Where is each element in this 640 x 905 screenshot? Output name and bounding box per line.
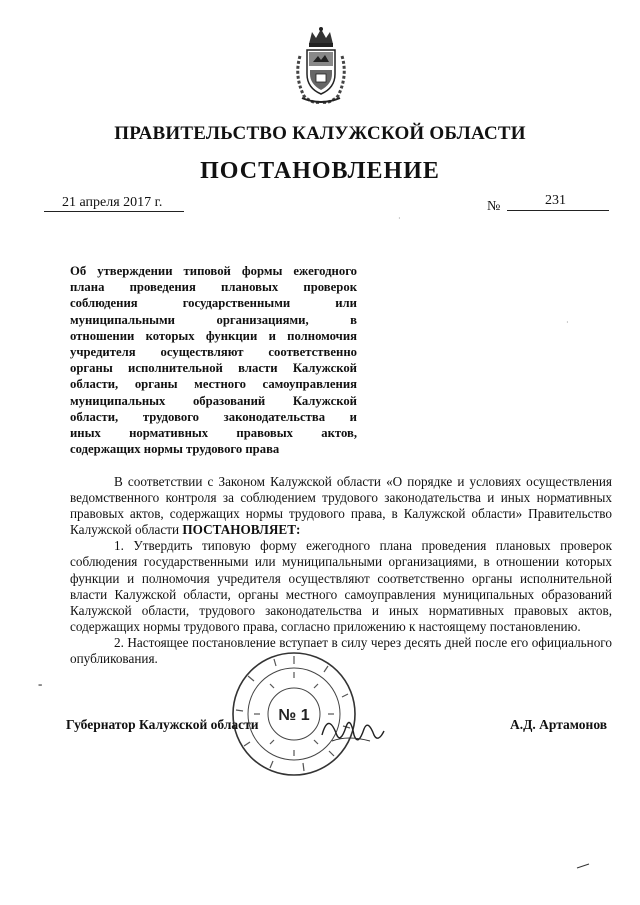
subject-line: отношении которых функции и полномочия [70, 328, 357, 343]
margin-mark: - [38, 676, 43, 691]
preamble-paragraph [70, 474, 612, 538]
subject-line: плана проведения плановых проверок [70, 280, 357, 295]
subject-line: Об утверждении типовой формы ежегодного [70, 264, 357, 278]
document-body [70, 474, 612, 667]
number-label: № [487, 199, 501, 214]
document-number: 231 [545, 193, 566, 208]
government-title: ПРАВИТЕЛЬСТВО КАЛУЖСКОЙ ОБЛАСТИ [114, 123, 526, 144]
seal-number: № 1 [278, 707, 310, 724]
subject-line: области, трудового законодательства и [70, 409, 357, 424]
preamble-text: В соответствии с Законом Калужской области «О порядке и условиях осуществления ведомственного контроля за соблюдением трудового законодательства и иных нормативных правовых актов, содержащих нормы трудового права, в Калужской области» Правительство Калужской области [70, 474, 612, 538]
signatory-name: А.Д. Артамонов [510, 717, 608, 732]
number-underline [507, 210, 609, 211]
subject-line: содержащих нормы трудового права [70, 442, 280, 457]
margin-mark [576, 856, 590, 862]
subject-line: муниципальных образований Калужской [70, 393, 357, 408]
subject-block [70, 263, 357, 457]
document-date: 21 апреля 2017 г. [62, 195, 163, 210]
handwritten-signature-icon [318, 705, 388, 755]
date-underline [44, 211, 184, 212]
scan-speck: · [398, 214, 401, 223]
subject-line: области, органы местного самоуправления [70, 377, 357, 392]
document-type-title: ПОСТАНОВЛЕНИЕ [200, 158, 440, 184]
subject-line: иных нормативных правовых актов, [70, 426, 357, 441]
resolves-keyword: ПОСТАНОВЛЯЕТ: [182, 522, 301, 538]
signatory-title: Губернатор Калужской области [66, 717, 259, 732]
item-2-paragraph: 2. Настоящее постановление вступает в силу через десять дней после его официального опубликования. [70, 634, 612, 667]
coat-of-arms-icon [292, 26, 350, 106]
subject-line: учредителя осуществляют соответственно [70, 345, 357, 360]
subject-line: органы исполнительной власти Калужской [70, 361, 357, 376]
subject-line: соблюдения государственными или [70, 296, 357, 311]
subject-line: муниципальными организациями, в [70, 312, 357, 327]
scan-speck: · [566, 318, 569, 327]
item-1-paragraph: 1. Утвердить типовую форму ежегодного плана проведения плановых проверок соблюдения государственными или муниципальными организациями, в отношении которых функции и полномочия учредителя осуществляют соответственно органы исполнительной власти Калужской области, органы местного самоуправления муниципальных образований Калужской области, трудового законодательства и иных нормативных правовых актов, содержащих нормы трудового права, согласно приложению к настоящему постановлению. [70, 538, 612, 634]
